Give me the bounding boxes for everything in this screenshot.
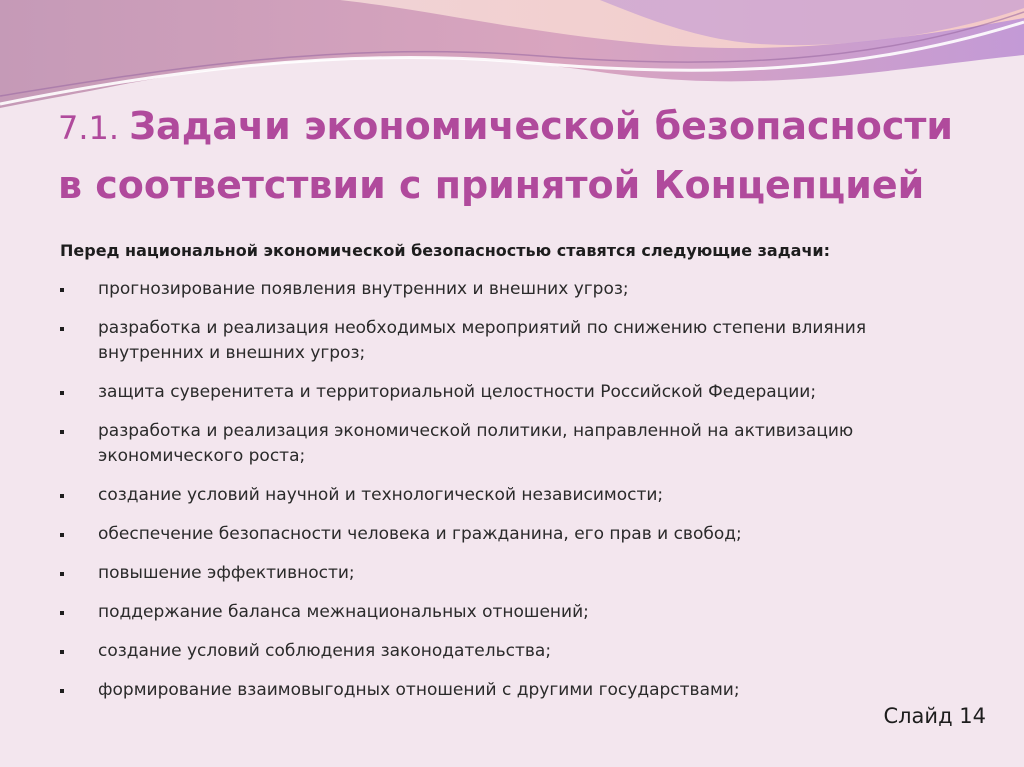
list-item [60,277,940,302]
bullet-icon [60,494,64,498]
bullet-icon [60,327,64,331]
list-item-text: создание условий научной и технологической независимости; [98,485,664,505]
bullet-icon [60,689,64,693]
list-item [60,639,940,664]
list-item [60,316,940,366]
list-item [60,522,940,547]
intro-text: Перед национальной экономической безопасностью ставятся следующие задачи: [60,241,831,260]
task-list [60,277,940,717]
list-item [60,678,940,703]
bullet-icon [60,611,64,615]
list-item-text: поддержание баланса межнациональных отношений; [98,602,589,622]
slide-title [58,98,958,214]
list-item-text: прогнозирование появления внутренних и внешних угроз; [98,279,629,299]
bullet-icon [60,533,64,537]
bullet-icon [60,288,64,292]
list-item [60,483,940,508]
list-item-text: разработка и реализация необходимых мероприятий по снижению степени влияния внутренних и внешних угроз; [98,318,867,363]
bullet-icon [60,391,64,395]
slide-number-label: Слайд 14 [883,704,986,728]
list-item [60,419,940,469]
title-number: 7.1. [58,109,120,147]
title-text: Задачи экономической безопасности в соответствии с принятой Концепцией [58,104,954,207]
list-item-text: разработка и реализация экономической политики, направленной на активизацию экономического роста; [98,421,854,466]
list-item-text: повышение эффективности; [98,563,355,583]
list-item [60,380,940,405]
list-item-text: обеспечение безопасности человека и гражданина, его прав и свобод; [98,524,742,544]
bullet-icon [60,650,64,654]
bullet-icon [60,430,64,434]
list-item [60,600,940,625]
list-item-text: защита суверенитета и территориальной целостности Российской Федерации; [98,382,817,402]
list-item [60,561,940,586]
list-item-text: формирование взаимовыгодных отношений с другими государствами; [98,680,740,700]
list-item-text: создание условий соблюдения законодательства; [98,641,552,661]
bullet-icon [60,572,64,576]
